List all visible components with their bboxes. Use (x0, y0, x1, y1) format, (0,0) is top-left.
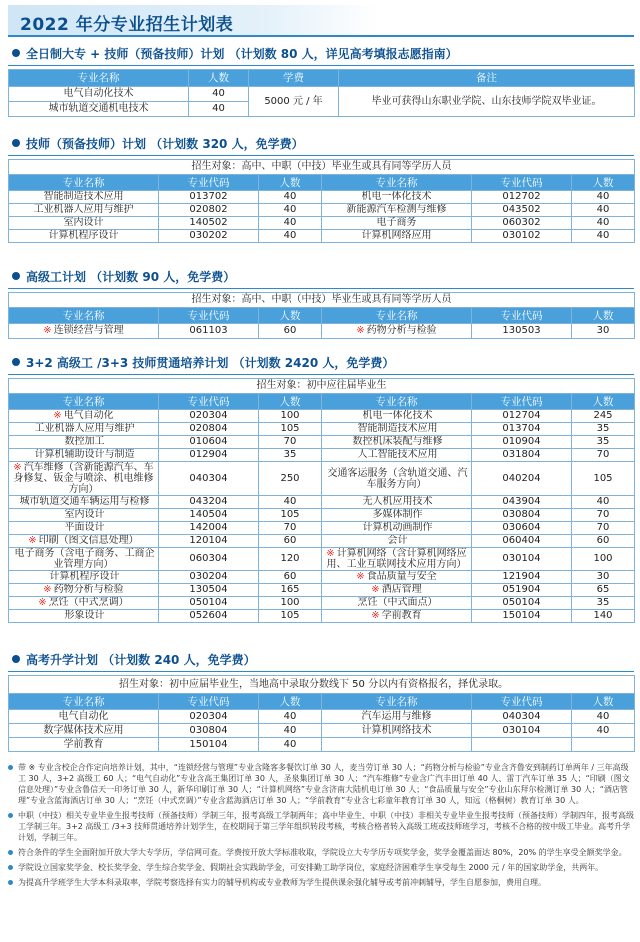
enrollment-count: 65 (572, 584, 635, 597)
column-header: 专业名称 (322, 308, 472, 324)
major-code: 121904 (472, 571, 572, 584)
enrollment-count: 70 (572, 449, 635, 462)
major-name: 交通客运服务（含轨道交通、汽车服务方向） (322, 462, 472, 496)
admission-target: 招生对象：初中应往届毕业生 (9, 379, 635, 394)
major-code: 020304 (159, 410, 259, 423)
major-name: 智能制造技术应用 (322, 423, 472, 436)
footnote: 为提高升学班学生大学本科录取率，学院考察选择有实力的辅导机构或专业教师为学生提供课余强化辅导或考前冲刺辅导，学生自愿参加，费用自理。 (8, 877, 634, 888)
table-row (9, 571, 635, 584)
major-code: 010604 (159, 436, 259, 449)
major-code: 043904 (472, 496, 572, 509)
major-name: 电气自动化技术 (9, 87, 189, 102)
table-row (9, 462, 635, 496)
table-row (9, 597, 635, 610)
major-name: 数控机床装配与维修 (322, 436, 472, 449)
plan-table (8, 159, 635, 243)
column-header: 人数 (572, 175, 635, 191)
enrollment-count: 100 (572, 548, 635, 571)
column-header: 专业名称 (9, 70, 189, 87)
section-guantong (8, 353, 634, 623)
section-heading (8, 650, 634, 670)
major-name: 电子商务（含电子商务、工商企业管理方向） (9, 548, 159, 571)
table-row (9, 522, 635, 535)
bullet-icon (12, 272, 20, 280)
column-header: 专业名称 (9, 694, 159, 710)
major-name: 机电一体化技术 (322, 410, 472, 423)
major-name: 计算机程序设计 (9, 571, 159, 584)
column-header: 人数 (259, 175, 322, 191)
major-code: 030604 (472, 522, 572, 535)
star-mark: ※ (326, 548, 335, 559)
enrollment-count: 70 (259, 522, 322, 535)
major-code: 120104 (159, 535, 259, 548)
table-row (9, 449, 635, 462)
table-row (9, 87, 635, 102)
footnote: 符合条件的学生全面附加开放大学大专学历，学信网可查。学费按开放大学标准收取，学院设立大专学历专项奖学金，奖学金覆盖面达 80%，20% 的学生享受全额奖学金。 (8, 847, 634, 858)
section-heading-text: 3+2 高级工 /3+3 技师贯通培养计划 （计划数 2420 人，免学费） (26, 356, 395, 370)
table-header-row (9, 175, 635, 191)
major-name: ※ 电气自动化 (9, 410, 159, 423)
major-code: 043204 (159, 496, 259, 509)
plan-table (8, 69, 635, 117)
star-mark: ※ (371, 584, 380, 595)
major-code: 140504 (159, 509, 259, 522)
table-row (9, 410, 635, 423)
column-header: 专业名称 (9, 394, 159, 410)
column-header: 人数 (572, 694, 635, 710)
footnote: 带 ※ 专业含校企合作定向培养计划，其中，“连锁经营与管理”专业含隆客多餐饮订单 30 人，麦当劳订单 30 人；“药物分析与检验”专业含齐鲁安到制药订单两年 / 三年高级工 30 人，3+2 高级工 60 人；“电气自动化”专业含高王集团订单 30 人，圣泉集团订单 30 人；“汽车维修”专业含广汽丰田订单 40 人、雷丁汽车订单 35 人；“印刷（图文信息处理）”专业含鲁信天一印务订单 30 人，新华印刷订单 30 人；“计算机网络”专业含济南大陆机电订单 30 人；“食品质量与安全”专业山东拜尔检测订单 30 人；“酒店管理”专业含蓝海酒店订单 30 人；“烹饪（中式烹调）”专业含蓝海酒店订单 30 人；“学前教育”专业含七彩童年教育订单 30 人，知远（格桐树）教育订单 30 人。 (8, 762, 634, 806)
section-heading-text: 技师（预备技师）计划 （计划数 320 人，免学费） (26, 137, 304, 151)
title-divider (8, 35, 634, 37)
section-gaokao (8, 650, 634, 752)
bullet-icon (8, 765, 13, 770)
major-name: 工业机器人应用与维护 (9, 423, 159, 436)
column-header: 专业代码 (159, 308, 259, 324)
major-code: 060404 (472, 535, 572, 548)
column-header: 专业代码 (472, 394, 572, 410)
bullet-icon (12, 139, 20, 147)
enrollment-count: 35 (572, 436, 635, 449)
bullet-icon (8, 880, 13, 885)
major-name: ※ 汽车维修（含新能源汽车、车身修复、钣金与喷涂、机电维修方向） (9, 462, 159, 496)
enrollment-count: 70 (259, 436, 322, 449)
major-code: 040204 (472, 462, 572, 496)
major-code: 012904 (159, 449, 259, 462)
major-code: 040304 (159, 462, 259, 496)
enrollment-count: 60 (259, 571, 322, 584)
major-name: 室内设计 (9, 509, 159, 522)
major-code: 030104 (472, 548, 572, 571)
column-header: 人数 (259, 694, 322, 710)
section-heading-text: 高考升学计划 （计划数 240 人，免学费） (26, 653, 256, 667)
footnote: 学院设立国家奖学金、校长奖学金、学生综合奖学金、假期社会实践助学金，可安排勤工助学岗位，家庭经济困难学生享受每生 2000 元 / 年的国家助学金，共两年。 (8, 862, 634, 873)
enrollment-count: 105 (259, 509, 322, 522)
major-name: 数控加工 (9, 436, 159, 449)
star-mark: ※ (371, 610, 380, 621)
major-code: 020804 (159, 423, 259, 436)
enrollment-count: 40 (189, 102, 249, 117)
table-header-row (9, 308, 635, 324)
major-code: 052604 (159, 610, 259, 623)
column-header: 专业代码 (159, 394, 259, 410)
plan-table (8, 378, 635, 623)
table-header-row (9, 70, 635, 87)
enrollment-count: 140 (572, 610, 635, 623)
table-row (9, 436, 635, 449)
column-header: 人数 (259, 394, 322, 410)
table-row (9, 584, 635, 597)
table-row: 计算机程序设计 030202 40 计算机网络应用 030102 40 (9, 230, 635, 243)
column-header: 专业名称 (322, 694, 472, 710)
enrollment-count: 60 (259, 535, 322, 548)
section-divider (8, 374, 634, 375)
major-name: 计算机动画制作 (322, 522, 472, 535)
enrollment-count: 100 (259, 597, 322, 610)
major-code: 050104 (159, 597, 259, 610)
section-divider (8, 65, 634, 66)
column-header: 专业名称 (322, 175, 472, 191)
enrollment-count: 60 (572, 535, 635, 548)
major-code: 031804 (472, 449, 572, 462)
major-name: 人工智能技术应用 (322, 449, 472, 462)
table-row: 室内设计 140502 40 电子商务 060302 40 (9, 217, 635, 230)
enrollment-count: 105 (259, 423, 322, 436)
admission-target: 招生对象：高中、中职（中技）毕业生或具有同等学历人员 (9, 293, 635, 308)
bullet-icon (8, 813, 13, 818)
major-name: ※ 烹饪（中式烹调） (9, 597, 159, 610)
enrollment-count: 70 (572, 522, 635, 535)
major-name: ※ 计算机网络（含计算机网络应用、工业互联网技术应用方向） (322, 548, 472, 571)
column-header: 专业代码 (159, 175, 259, 191)
plan-table (8, 675, 635, 752)
enrollment-count: 245 (572, 410, 635, 423)
column-header: 专业代码 (472, 175, 572, 191)
major-name: ※ 食品质量与安全 (322, 571, 472, 584)
enrollment-count: 40 (572, 496, 635, 509)
enrollment-count: 35 (572, 597, 635, 610)
tuition-fee: 5000 元 / 年 (249, 87, 339, 117)
star-mark: ※ (43, 325, 52, 336)
bullet-icon (12, 358, 20, 366)
table-row: 智能制造技术应用 013702 40 机电一体化技术 012702 40 (9, 191, 635, 204)
section-gaojigong (8, 267, 634, 339)
enrollment-count: 250 (259, 462, 322, 496)
enrollment-count: 30 (572, 571, 635, 584)
major-code: 030804 (472, 509, 572, 522)
section-divider (8, 671, 634, 672)
major-code: 050104 (472, 597, 572, 610)
major-code: 150104 (472, 610, 572, 623)
major-code: 030204 (159, 571, 259, 584)
column-header: 人数 (572, 394, 635, 410)
section-heading (8, 353, 634, 373)
table-row (9, 535, 635, 548)
column-header: 专业名称 (9, 175, 159, 191)
table-row: 工业机器人应用与维护 020802 40 新能源汽车检测与维修 043502 40 (9, 204, 635, 217)
enrollment-count: 105 (259, 610, 322, 623)
star-mark: ※ (13, 462, 22, 473)
bullet-icon (12, 655, 20, 663)
column-header: 人数 (189, 70, 249, 87)
enrollment-count: 100 (259, 410, 322, 423)
table-row (9, 496, 635, 509)
enrollment-count: 105 (572, 462, 635, 496)
major-code: 012704 (472, 410, 572, 423)
major-code: 013704 (472, 423, 572, 436)
major-name: 计算机辅助设计与制造 (9, 449, 159, 462)
table-row (9, 610, 635, 623)
bullet-icon (8, 865, 13, 870)
enrollment-count: 35 (259, 449, 322, 462)
section-heading (8, 267, 634, 287)
section-divider (8, 155, 634, 156)
major-name: ※ 药物分析与检验 (9, 584, 159, 597)
table-header-row (9, 394, 635, 410)
column-header: 专业名称 (9, 308, 159, 324)
section-heading (8, 44, 634, 64)
section-dazhuan-jishi (8, 44, 634, 117)
section-heading (8, 134, 634, 154)
bullet-icon (8, 850, 13, 855)
section-heading-text: 高级工计划 （计划数 90 人，免学费） (26, 270, 236, 284)
star-mark: ※ (356, 325, 365, 336)
major-name: ※ 酒店管理 (322, 584, 472, 597)
column-header: 备注 (339, 70, 635, 87)
star-mark: ※ (28, 535, 37, 546)
major-name: 城市轨道交通车辆运用与检修 (9, 496, 159, 509)
section-jishi (8, 134, 634, 243)
column-header: 人数 (259, 308, 322, 324)
enrollment-count: 120 (259, 548, 322, 571)
star-mark: ※ (43, 584, 52, 595)
plan-table (8, 292, 635, 339)
enrollment-count: 40 (189, 87, 249, 102)
admission-target: 招生对象：初中应届毕业生，当地高中录取分数线下 50 分以内有资格报名，择优录取。 (9, 676, 635, 694)
column-header: 专业名称 (322, 394, 472, 410)
major-name: 形象设计 (9, 610, 159, 623)
table-row: 学前教育 150104 40 (9, 738, 635, 752)
major-name: 烹饪（中式面点） (322, 597, 472, 610)
enrollment-count: 40 (259, 496, 322, 509)
bullet-icon (12, 49, 20, 57)
table-header-row (9, 694, 635, 710)
page-title: 2022 年分专业招生计划表 (20, 15, 234, 35)
table-row: 数字媒体技术应用 030804 40 计算机网络技术 030104 40 (9, 724, 635, 738)
major-name: 会计 (322, 535, 472, 548)
major-name: 无人机应用技术 (322, 496, 472, 509)
column-header: 学费 (249, 70, 339, 87)
major-name: 城市轨道交通机电技术 (9, 102, 189, 117)
table-row (9, 509, 635, 522)
title-banner (8, 5, 378, 35)
section-heading-text: 全日制大专 + 技师（预备技师）计划 （计划数 80 人，详见高考填报志愿指南） (26, 47, 458, 61)
major-code: 060304 (159, 548, 259, 571)
table-row (9, 548, 635, 571)
major-code: 130504 (159, 584, 259, 597)
footnotes (8, 762, 634, 892)
column-header: 专业代码 (472, 694, 572, 710)
major-code: 010904 (472, 436, 572, 449)
star-mark: ※ (356, 571, 365, 582)
star-mark: ※ (53, 410, 62, 421)
major-code: 142004 (159, 522, 259, 535)
enrollment-count: 165 (259, 584, 322, 597)
major-name: ※ 学前教育 (322, 610, 472, 623)
enrollment-count: 35 (572, 423, 635, 436)
column-header: 专业代码 (159, 694, 259, 710)
admission-target: 招生对象：高中、中职（中技）毕业生或具有同等学历人员 (9, 160, 635, 175)
major-name: ※ 印刷（图文信息处理） (9, 535, 159, 548)
enrollment-count: 70 (572, 509, 635, 522)
star-mark: ※ (38, 597, 47, 608)
remark: 毕业可获得山东职业学院、山东技师学院双毕业证。 (339, 87, 635, 117)
column-header: 人数 (572, 308, 635, 324)
table-row: 电气自动化 020304 40 汽车运用与维修 040304 40 (9, 710, 635, 724)
major-name: 多媒体制作 (322, 509, 472, 522)
footnote: 中职（中技）相关专业毕业生报考技师（预备技师）学制三年，报考高级工学制两年；高中毕业生、中职（中技）非相关专业毕业生报考技师（预备技师）学制四年，报考高级工学制三年。3+2 高级工 /3+3 技师贯通培养计划学生，在校期间于第三学年组织转段考核，考核合格者转入高级工班或技师班学习，考核不合格的按中级工毕业。高考升学计划，学制三年。 (8, 810, 634, 843)
section-divider (8, 288, 634, 289)
column-header: 专业代码 (472, 308, 572, 324)
table-row: ※ 连锁经营与管理 061103 60 ※ 药物分析与检验 130503 30 (9, 324, 635, 339)
major-code: 051904 (472, 584, 572, 597)
major-name: 平面设计 (9, 522, 159, 535)
table-row (9, 423, 635, 436)
